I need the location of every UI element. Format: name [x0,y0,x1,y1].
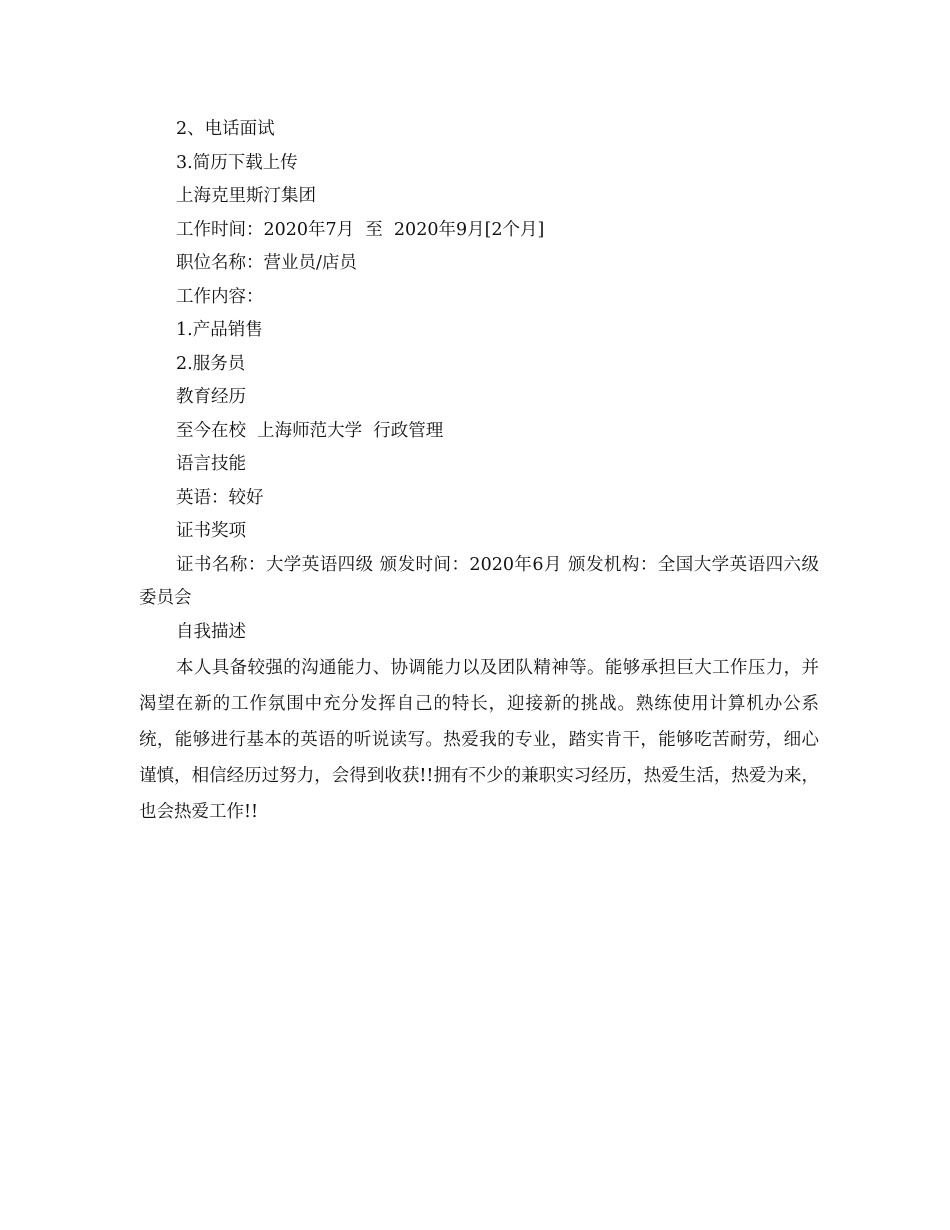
language-heading: 语言技能 [176,454,246,474]
education-heading: 教育经历 [176,387,246,407]
interview-step-resume: 3.简历下载上传 [176,152,298,173]
work-period: 工作时间：2020年7月 至 2020年9月[2个月] [176,219,545,240]
job-duty-2: 2.服务员 [176,353,246,374]
self-description-text: 本人具备较强的沟通能力、协调能力以及团队精神等。能够承担巨大工作压力，并渴望在新的工作氛围中充分发挥自己的特长，迎接新的挑战。熟练使用计算机办公系统，能够进行基本的英语的听说读写。热爱我的专业，踏实肯干，能够吃苦耐劳，细心谨慎，相信经历过努力，会得到收获!!拥有不少的兼职实习经历，热爱生活，热爱为来，也会热爱工作!! [139,658,819,822]
job-duty-1: 1.产品销售 [176,320,263,340]
certificate-heading: 证书奖项 [176,521,246,541]
language-entry: 英语：较好 [176,487,264,508]
education-entry: 至今在校 上海师范大学 行政管理 [176,420,444,441]
resume-body [139,113,819,830]
job-content-heading: 工作内容： [176,286,264,307]
job-title: 职位名称：营业员/店员 [176,253,357,273]
company-name: 上海克里斯汀集团 [176,186,316,206]
self-description-heading: 自我描述 [176,621,246,642]
interview-step-phone: 2、电话面试 [176,119,275,139]
certificate-entry: 证书名称：大学英语四级 颁发时间：2020年6月 颁发机构：全国大学英语四六级委员会 [139,554,819,608]
